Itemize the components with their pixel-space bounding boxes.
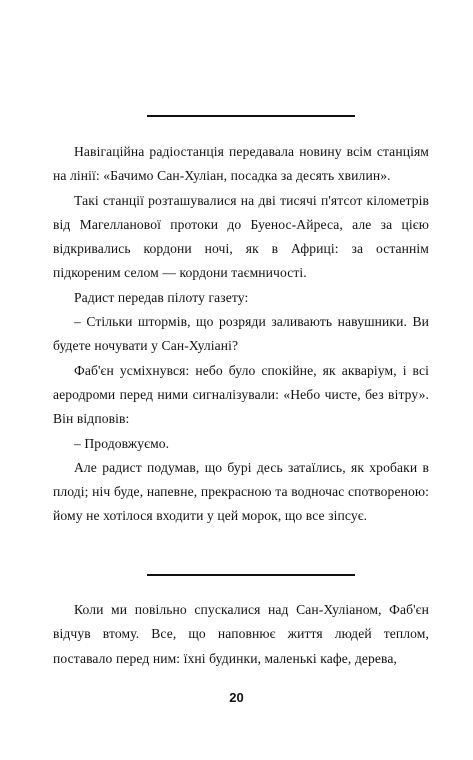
text-section-1 xyxy=(53,140,429,529)
paragraph: Навігаційна радіостанція передавала новину всім станціям на лінії: «Бачимо Сан-Хуліан, посадка за десять хвилин». xyxy=(53,144,429,184)
section-divider-middle xyxy=(147,574,355,576)
paragraph: Радист передав пілоту газету: xyxy=(74,289,249,305)
text-section-2 xyxy=(53,598,429,671)
paragraph: Коли ми повільно спускалися над Сан-Хуліаном, Фаб'єн відчув втому. Все, що наповнює життя людей теплом, поставало перед ним: їхні будинки, маленькі кафе, дерева, xyxy=(53,602,429,666)
section-divider-top xyxy=(147,115,355,117)
paragraph: Фаб'єн усміхнувся: небо було спокійне, як акваріум, і всі аеродроми перед ними сигналізували: «Небо чисте, без вітру». Він відповів: xyxy=(53,362,429,427)
paragraph: – Стільки штормів, що розряди заливають навушники. Ви будете ночувати у Сан-Хуліані? xyxy=(53,314,429,354)
paragraph: – Продовжуємо. xyxy=(74,435,170,451)
paragraph: Такі станції розташувалися на дві тисячі п'ятсот кілометрів від Магелланової протоки до Буенос-Айреса, але за цією відкривались кордони ночі, як в Африці: за останнім підкореним селом — кордони таємничості. xyxy=(53,192,429,281)
page-number: 20 xyxy=(229,690,244,705)
paragraph: Але радист подумав, що бурі десь затаїлись, як хробаки в плоді; ніч буде, напевне, прекрасною та водночас спотвореною: йому не хотілося входити у цей морок, що все зіпсує. xyxy=(53,459,429,524)
